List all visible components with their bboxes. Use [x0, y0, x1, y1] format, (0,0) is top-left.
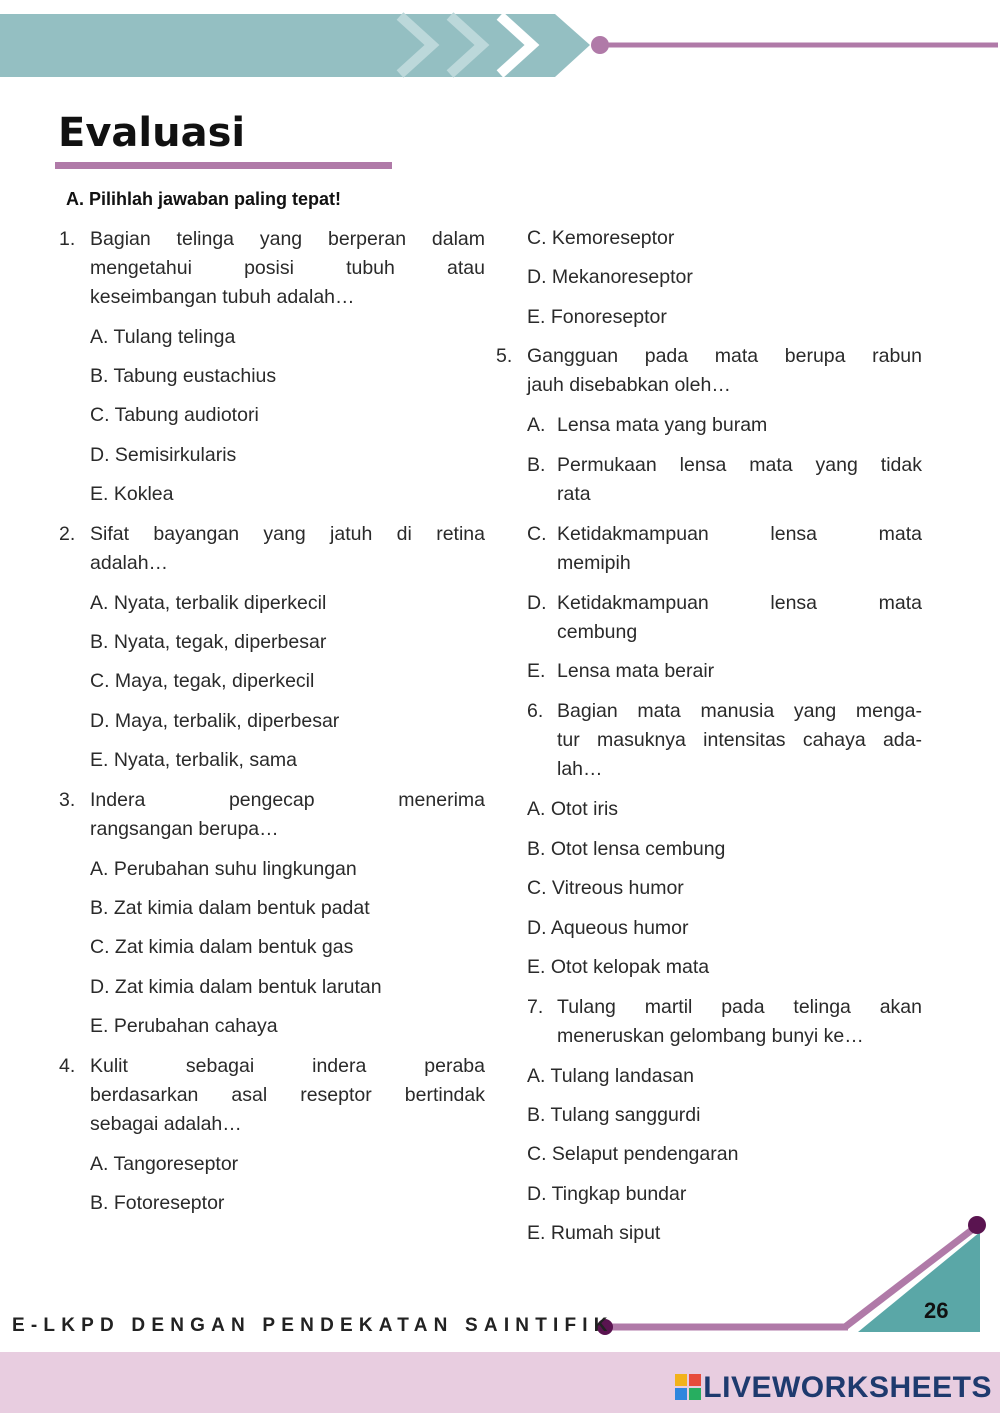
option[interactable]: D. Ketidakmampuan lensa mata cembung: [527, 592, 922, 643]
title-underline: [55, 162, 392, 169]
question-2: [59, 520, 485, 578]
option[interactable]: B. Zat kimia dalam bentuk padat: [90, 897, 370, 919]
question-text: lah…: [557, 758, 603, 780]
option[interactable]: A. Lensa mata yang buram: [527, 414, 768, 436]
question-text: Tulang martil pada telinga akan: [557, 996, 922, 1018]
header-banner: [0, 0, 1000, 90]
option[interactable]: D. Mekanoreseptor: [527, 266, 693, 288]
question-text: keseimbangan tubuh adalah…: [90, 286, 355, 308]
page-title: Evaluasi: [58, 110, 246, 156]
question-text: rangsangan berupa…: [90, 818, 279, 840]
question-4: [59, 1052, 485, 1139]
question-number: 2.: [59, 523, 76, 545]
option[interactable]: D. Aqueous humor: [527, 917, 689, 939]
question-number: 5.: [496, 345, 513, 367]
question-number: 6.: [527, 700, 544, 722]
option[interactable]: E. Rumah siput: [527, 1222, 661, 1244]
option[interactable]: E. Fonoreseptor: [527, 306, 667, 328]
question-text: Gangguan pada mata berupa rabun: [527, 345, 922, 367]
option[interactable]: E. Koklea: [90, 483, 174, 505]
option[interactable]: D. Zat kimia dalam bentuk larutan: [90, 976, 382, 998]
option[interactable]: B. Otot lensa cembung: [527, 838, 726, 860]
option[interactable]: E. Lensa mata berair: [527, 660, 715, 682]
footer-text: E-LKPD DENGAN PENDEKATAN SAINTIFIK: [12, 1315, 614, 1336]
option[interactable]: C. Tabung audiotori: [90, 404, 259, 426]
option[interactable]: A. Perubahan suhu lingkungan: [90, 858, 357, 880]
question-1: [59, 225, 485, 312]
question-number: 7.: [527, 996, 544, 1018]
option[interactable]: A. Tangoreseptor: [90, 1153, 239, 1175]
option[interactable]: A. Nyata, terbalik diperkecil: [90, 592, 327, 614]
question-number: 4.: [59, 1055, 76, 1077]
option[interactable]: A. Tulang telinga: [90, 326, 236, 348]
option[interactable]: B. Tulang sanggurdi: [527, 1104, 701, 1126]
option[interactable]: C. Selaput pendengaran: [527, 1143, 739, 1165]
question-7: [527, 993, 922, 1051]
question-text: meneruskan gelombang bunyi ke…: [557, 1025, 864, 1047]
liveworksheets-icon: [675, 1374, 701, 1400]
question-6: [527, 697, 922, 784]
option[interactable]: E. Otot kelopak mata: [527, 956, 710, 978]
section-heading: A. Pilihlah jawaban paling tepat!: [66, 189, 342, 209]
question-5: [496, 342, 922, 400]
question-text: Kulit sebagai indera peraba: [90, 1055, 485, 1077]
option[interactable]: C. Maya, tegak, diperkecil: [90, 670, 315, 692]
option[interactable]: D. Tingkap bundar: [527, 1183, 687, 1205]
option[interactable]: A. Otot iris: [527, 798, 619, 820]
option[interactable]: A. Tulang landasan: [527, 1065, 694, 1087]
option[interactable]: B. Nyata, tegak, diperbesar: [90, 631, 327, 653]
question-text: Bagian mata manusia yang menga-: [557, 700, 922, 722]
footer-decoration: [590, 1210, 1000, 1350]
question-number: 3.: [59, 789, 76, 811]
question-text: sebagai adalah…: [90, 1113, 242, 1135]
option[interactable]: B. Fotoreseptor: [90, 1192, 225, 1214]
brand-text: LIVEWORKSHEETS: [703, 1371, 992, 1404]
option[interactable]: C. Kemoreseptor: [527, 227, 675, 249]
option[interactable]: C. Zat kimia dalam bentuk gas: [90, 936, 354, 958]
option[interactable]: E. Perubahan cahaya: [90, 1015, 278, 1037]
option[interactable]: C. Vitreous humor: [527, 877, 684, 899]
option[interactable]: C. Ketidakmampuan lensa mata memipih: [527, 523, 922, 574]
question-text: Bagian telinga yang berperan dalam: [90, 228, 485, 250]
brand-logo[interactable]: [675, 1371, 992, 1405]
question-text: adalah…: [90, 552, 169, 574]
question-text: mengetahui posisi tubuh atau: [90, 257, 485, 279]
question-text: Indera pengecap menerima: [90, 789, 485, 811]
question-number: 1.: [59, 228, 76, 250]
option[interactable]: D. Semisirkularis: [90, 444, 237, 466]
option[interactable]: E. Nyata, terbalik, sama: [90, 749, 298, 771]
option[interactable]: B. Tabung eustachius: [90, 365, 277, 387]
question-text: jauh disebabkan oleh…: [527, 374, 731, 396]
option[interactable]: D. Maya, terbalik, diperbesar: [90, 710, 340, 732]
question-text: tur masuknya intensitas cahaya ada-: [557, 729, 922, 751]
question-3: [59, 786, 485, 844]
question-text: berdasarkan asal reseptor bertindak: [90, 1084, 485, 1106]
page-number: 26: [924, 1298, 949, 1323]
question-text: Sifat bayangan yang jatuh di retina: [90, 523, 485, 545]
option[interactable]: B. Permukaan lensa mata yang tidak rata: [527, 454, 922, 505]
